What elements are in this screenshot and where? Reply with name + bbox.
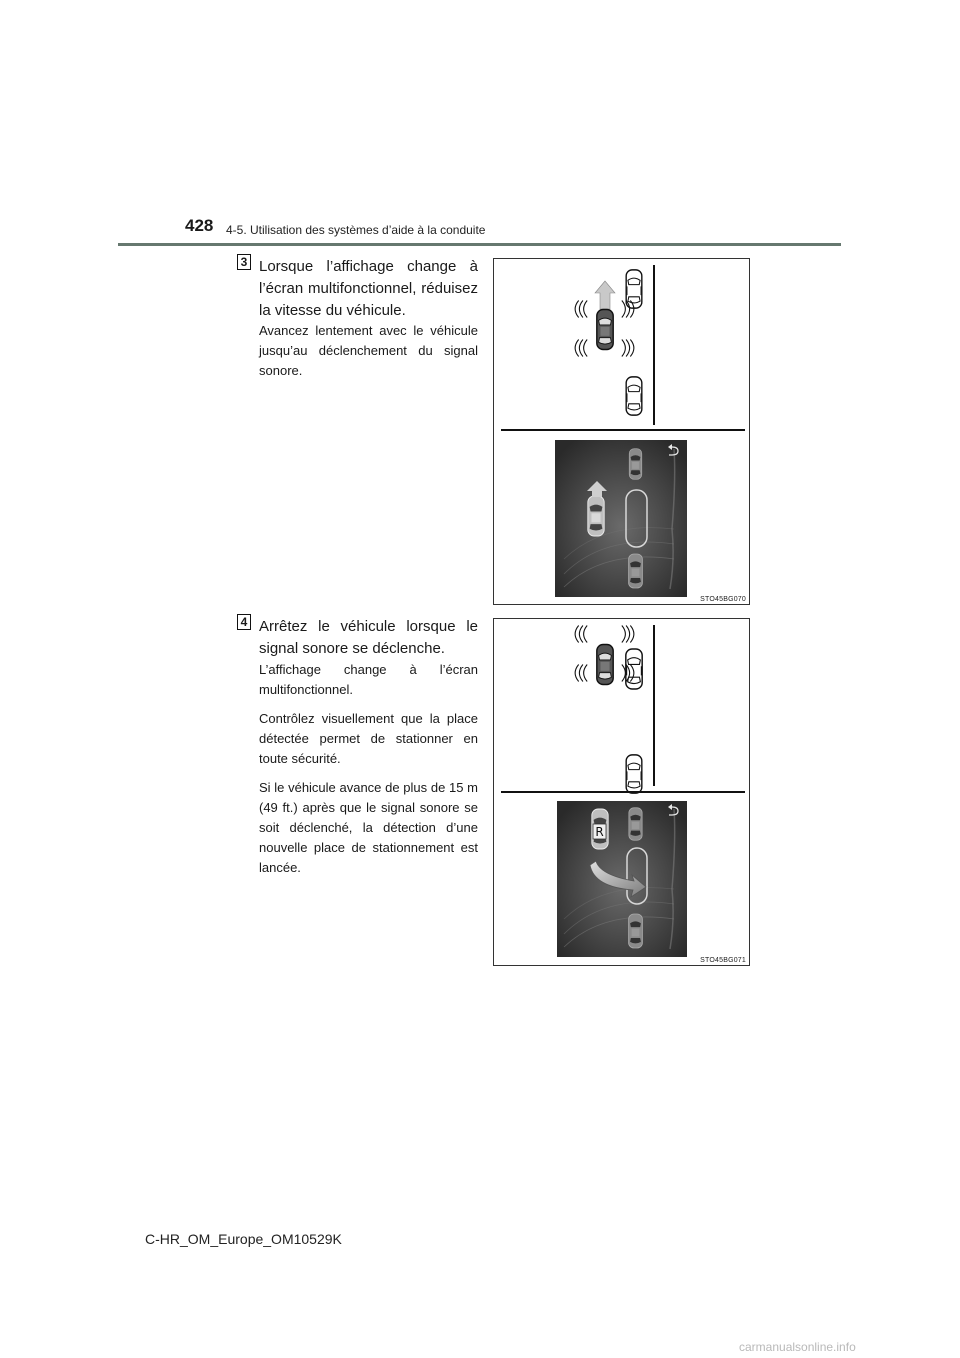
parked-car-icon bbox=[626, 377, 642, 415]
sonar-waves-icon bbox=[622, 626, 634, 643]
watermark: carmanualsonline.info bbox=[739, 1340, 856, 1354]
parked-car-icon bbox=[629, 808, 642, 841]
sonar-waves-icon bbox=[575, 301, 587, 318]
section-title: 4-5. Utilisation des systèmes d’aide à la conduite bbox=[226, 223, 486, 237]
step-3-illustration bbox=[494, 259, 749, 604]
step-4-body bbox=[259, 660, 478, 887]
header-rule bbox=[118, 243, 841, 246]
figure-code: STO45BG070 bbox=[700, 596, 746, 603]
step-4-paragraph: Si le véhicule avance de plus de 15 m (49 ft.) après que le signal sonore se soit déclenché, la détection d’une nouvelle place de stationnement est lancée. bbox=[259, 780, 478, 875]
parked-car-icon bbox=[629, 449, 642, 480]
forward-arrow-icon bbox=[595, 281, 615, 309]
step-3-title: Lorsque l’affichage change à l’écran multifonctionnel, réduisez la vitesse du véhicule. bbox=[259, 258, 478, 319]
step-3-number: 3 bbox=[237, 254, 251, 270]
step-4-paragraph: L’affichage change à l’écran multifonctionnel. bbox=[259, 662, 478, 697]
step-4-figure bbox=[493, 618, 750, 966]
step-3-body bbox=[259, 321, 478, 390]
step-4-paragraph: Contrôlez visuellement que la place détectée permet de stationner en toute sécurité. bbox=[259, 711, 478, 766]
sonar-waves-icon bbox=[575, 665, 587, 682]
parked-car-icon bbox=[629, 554, 643, 588]
step-4-number: 4 bbox=[237, 614, 251, 630]
parked-car-icon bbox=[626, 270, 642, 308]
parked-car-icon bbox=[629, 914, 643, 948]
own-vehicle-icon bbox=[597, 310, 613, 350]
sonar-waves-icon bbox=[575, 340, 587, 357]
own-vehicle-icon bbox=[597, 645, 613, 685]
step-4-illustration bbox=[494, 619, 749, 965]
sonar-waves-icon bbox=[575, 626, 587, 643]
sonar-waves-icon bbox=[622, 340, 634, 357]
step-4-title: Arrêtez le véhicule lorsque le signal sonore se déclenche. bbox=[259, 618, 478, 657]
own-vehicle-icon bbox=[588, 496, 604, 536]
step-3-paragraph: Avancez lentement avec le véhicule jusqu’au déclenchement du signal sonore. bbox=[259, 323, 478, 378]
parked-car-icon bbox=[626, 755, 642, 793]
figure-code: STO45BG071 bbox=[700, 957, 746, 964]
multi-info-display bbox=[555, 440, 687, 597]
page-number: 428 bbox=[185, 216, 214, 235]
footer-doc-id: C-HR_OM_Europe_OM10529K bbox=[145, 1231, 342, 1247]
step-3-figure bbox=[493, 258, 750, 605]
multi-info-display bbox=[557, 801, 687, 957]
reverse-label: R bbox=[595, 825, 604, 839]
sonar-waves-icon bbox=[622, 301, 634, 318]
